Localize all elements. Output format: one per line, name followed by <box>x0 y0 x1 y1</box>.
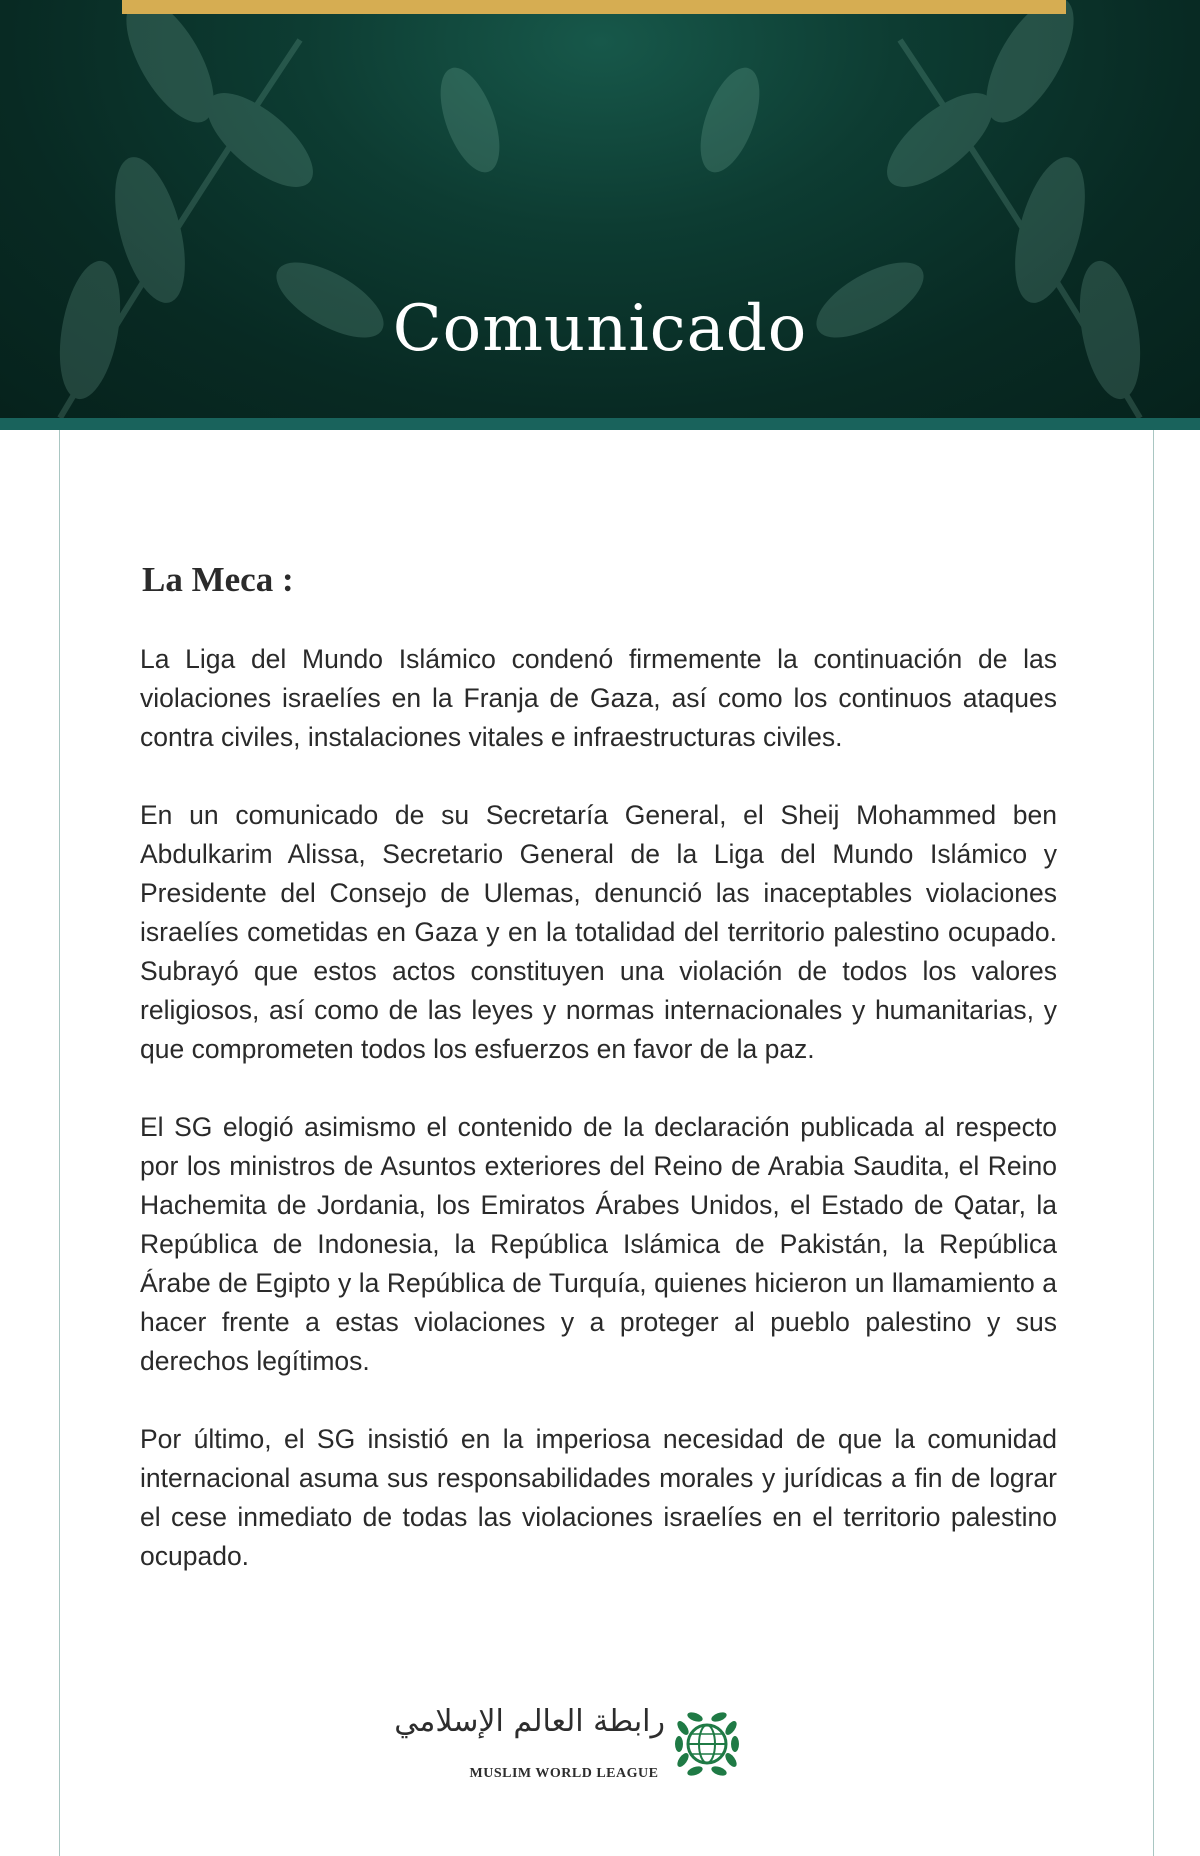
left-frame-line <box>59 430 60 1856</box>
dateline-location: La Meca : <box>142 560 294 599</box>
globe-wreath-icon <box>669 1706 745 1782</box>
paragraph: El SG elogió asimismo el contenido de la declaración publicada al respecto por los ministros de Asuntos exteriores del Reino de Arabia Saudita, el Reino Hachemita de Jordania, los Emiratos Árabes Unidos, el Estado de Qatar, la República de Indonesia, la República Islámica de Pakistán, la República Árabe de Egipto y la República de Turquía, quienes hicieron un llamamiento a hacer frente a estas violaciones y a proteger al pueblo palestino y sus derechos legítimos. <box>140 1112 1057 1376</box>
header-divider <box>0 418 1200 430</box>
page-title: Comunicado <box>392 292 808 366</box>
paragraph: En un comunicado de su Secretaría General, el Sheij Mohammed ben Abdulkarim Alissa, Secretario General de la Liga del Mundo Islámico y Presidente del Consejo de Ulemas, denunció las inaceptables violaciones israelíes cometidas en Gaza y en la totalidad del territorio palestino ocupado. Subrayó que estos actos constituyen una violación de todos los valores religiosos, así como de las leyes y normas internacionales y humanitarias, y que comprometen todos los esfuerzos en favor de la paz. <box>140 800 1057 1064</box>
right-frame-line <box>1153 430 1154 1856</box>
header-banner <box>0 0 1200 418</box>
article-body <box>140 640 1057 1615</box>
paragraph: Por último, el SG insistió en la imperiosa necesidad de que la comunidad internacional asuma sus responsabilidades morales y jurídicas a fin de lograr el cese inmediato de todas las violaciones israelíes en el territorio palestino ocupado. <box>140 1424 1057 1571</box>
paragraph: La Liga del Mundo Islámico condenó firmemente la continuación de las violaciones israelíes en la Franja de Gaza, así como los continuos ataques contra civiles, instalaciones vitales e infraestructuras civiles. <box>140 644 1057 752</box>
logo-english-text: MUSLIM WORLD LEAGUE <box>469 1766 659 1781</box>
gold-top-bar <box>122 0 1066 14</box>
logo-arabic-text: رابطة العالم الإسلامي <box>394 1704 665 1739</box>
muslim-world-league-logo <box>394 1700 755 1790</box>
